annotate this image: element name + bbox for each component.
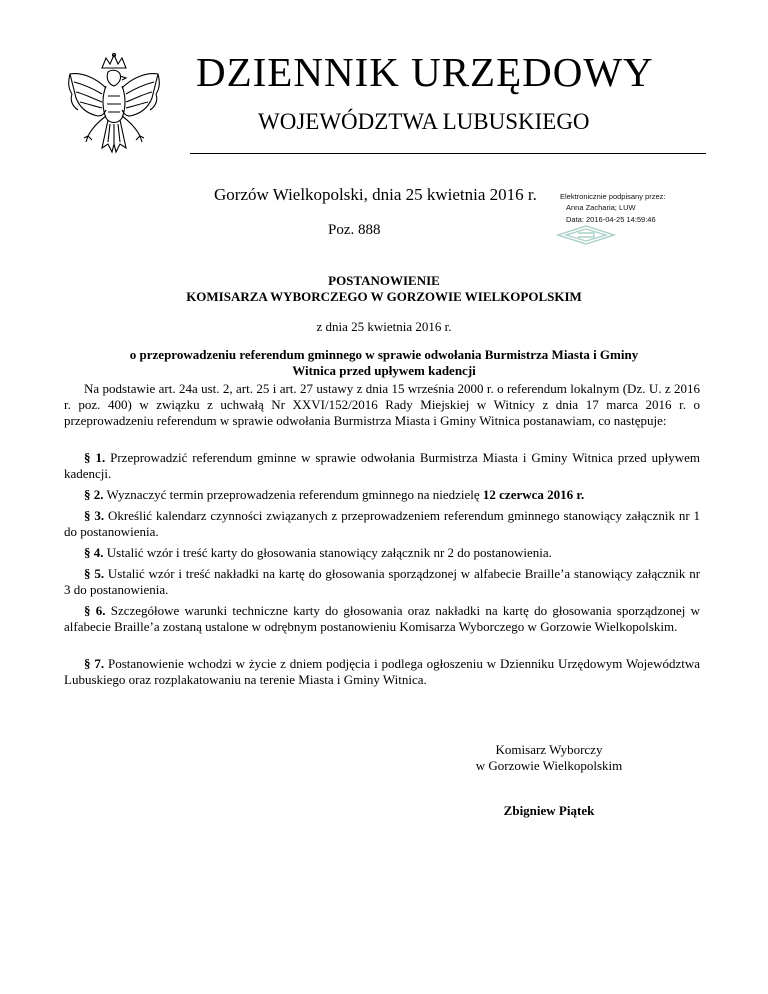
eagle-emblem-icon: [62, 52, 166, 164]
signature-label: Elektronicznie podpisany przez:: [560, 192, 666, 201]
section-number: § 4.: [84, 545, 104, 560]
electronic-signature-stamp: [556, 190, 706, 246]
position-number: Poz. 888: [328, 222, 381, 238]
signature-signer: Anna Zacharia; LUW: [566, 203, 636, 212]
section-text: Szczegółowe warunki techniczne karty do głosowania oraz nakładki na kartę do głosowania sporządzonej w alfabecie Braille’a zostaną ustalone w odrębnym postanowieniu Komisarza Wyborczego w Gorzowie Wielkopolskim.: [64, 603, 700, 634]
preamble: [64, 381, 700, 429]
document-subject-line2: Witnica przed upływem kadencji: [292, 363, 476, 378]
section-text: Postanowienie wchodzi w życie z dniem podjęcia i podlega ogłoszeniu w Dzienniku Urzędowym Województwa Lubuskiego oraz rozplakatowaniu na terenie Miasta i Gminy Witnica.: [64, 656, 700, 687]
signer-title: Komisarz Wyborczy: [495, 742, 603, 757]
section-5: [64, 566, 700, 598]
section-text: Ustalić wzór i treść karty do głosowania stanowiący załącznik nr 2 do postanowienia.: [106, 545, 552, 560]
section-2: [64, 487, 700, 503]
document-subject-line1: o przeprowadzeniu referendum gminnego w sprawie odwołania Burmistrza Miasta i Gminy: [129, 347, 639, 362]
place-date: Gorzów Wielkopolski, dnia 25 kwietnia 2016 r.: [214, 185, 537, 204]
section-number: § 3.: [84, 508, 105, 523]
signer-name: Zbigniew Piątek: [503, 803, 595, 818]
header-divider: [190, 153, 706, 154]
section-number: § 5.: [84, 566, 105, 581]
section-7: [64, 656, 700, 688]
section-number: § 7.: [84, 656, 105, 671]
section-text: Wyznaczyć termin przeprowadzenia referendum gminnego na niedzielę: [106, 487, 483, 502]
preamble-text: Na podstawie art. 24a ust. 2, art. 25 i art. 27 ustawy z dnia 15 września 2000 r. o referendum lokalnym (Dz. U. z 2016 r. poz. 400) w związku z uchwałą Nr XXVI/152/2016 Rady Miejskiej w Witnicy z dnia 17 marca 2016 r. o przeprowadzeniu referendum w sprawie odwołania Burmistrza Miasta i Gminy Witnica postanawiam, co następuje:: [64, 381, 700, 428]
section-text: Przeprowadzić referendum gminne w sprawie odwołania Burmistrza Miasta i Gminy Witnica przed upływem kadencji.: [64, 450, 700, 481]
section-4: [64, 545, 700, 561]
section-number: § 1.: [84, 450, 106, 465]
section-text: Określić kalendarz czynności związanych z przeprowadzeniem referendum gminnego stanowiący załącznik nr 1 do postanowienia.: [64, 508, 701, 539]
journal-subtitle: WOJEWÓDZTWA LUBUSKIEGO: [258, 109, 590, 134]
document-authority: KOMISARZA WYBORCZEGO W GORZOWIE WIELKOPOLSKIM: [186, 289, 582, 304]
document-type: POSTANOWIENIE: [328, 273, 440, 288]
section-text: Ustalić wzór i treść nakładki na kartę do głosowania sporządzonej w alfabecie Braille’a stanowiący załącznik nr 3 do postanowienia.: [64, 566, 701, 597]
section-number: § 2.: [84, 487, 104, 502]
document-date: z dnia 25 kwietnia 2016 r.: [316, 319, 452, 334]
referendum-date: 12 czerwca 2016 r.: [482, 487, 585, 502]
signature-date: Data: 2016-04-25 14:59:46: [566, 215, 656, 224]
section-number: § 6.: [84, 603, 106, 618]
section-1: [64, 450, 700, 482]
section-3: [64, 508, 700, 540]
journal-title: DZIENNIK URZĘDOWY: [196, 49, 654, 95]
section-6: [64, 603, 700, 635]
signature-mark-icon: [556, 224, 616, 246]
signer-place: w Gorzowie Wielkopolskim: [475, 758, 623, 773]
